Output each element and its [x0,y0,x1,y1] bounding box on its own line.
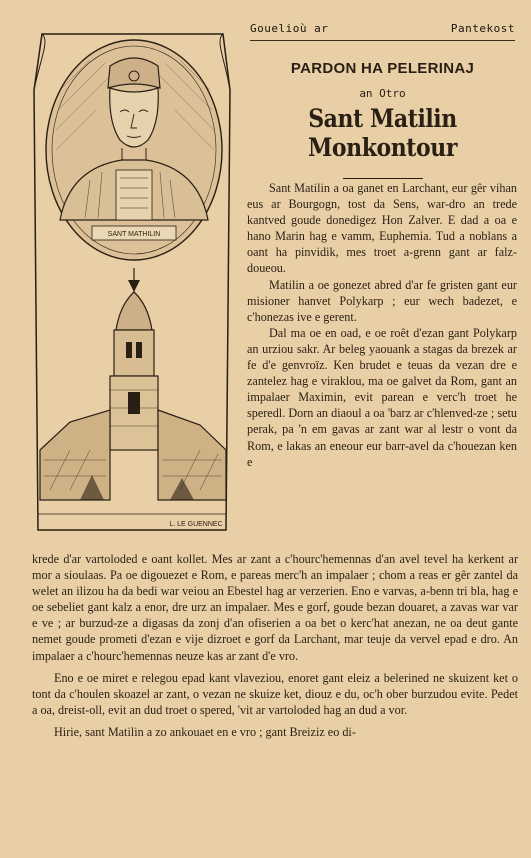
paragraph: krede d'ar vartoloded e oant kollet. Mes ar zant a c'hourc'hemennas d'an avel tevel ha kerkent ar mor a sioulaas. Pa oe digouezet e Rom, e pareas merc'h an impalaer ; chom a reas er gêr zantel da welet an ilizou ha da bedi war veiou an Ebestel hag ar verzerien. Eno e varvas, a-benn tri bla, hag e oe sebeliet gant kalz a enor, dre urz an impalaer. Mes e gorf, goude bezan douaret, a zavas war var e ve ; ar burzud-ze a digasas da zonj d'an ofiserien a oa bet o kerc'hat anezan, ne oa deut gante nemet goude prometi d'ezan e vije dizroet e gorf da Larchant, mar teuje da vervel epad e dro. An impalaer a c'hourc'hemennas neuze kas ar zant d'e vro. [32,552,518,663]
saint-name-title: Sant Matilin Monkontour [308,104,457,162]
running-head-left: Gouelioù ar [250,22,329,35]
plaque-label: SANT MATHILIN [107,231,161,238]
running-head [250,22,515,35]
running-head-right: Pantekost [450,22,515,35]
paragraph: Hirie, sant Matilin a zo ankouaet en e vro ; gant Breiziz eo di- [54,724,356,739]
paragraph: Sant Matilin a oa ganet en Larchant, eur gêr vihan eus ar Bourgogn, tost da Sens, war-dro an trede kantved goude donedigez Hon Zalver. E dad a oa e hano Marin hag e vamm, Euphemia. Tud a noblans a oant ha pinvidik, mes troet a-grenn gant ar falz-doueou. [247,181,517,276]
artist-signature: L. LE GUENNEC [169,521,223,528]
title-block [245,60,520,179]
paragraph: Dal ma oe en oad, e oe roêt d'ezan gant Polykarp an urziou sakr. Ar beleg yaouank a stagas da brezek ar fe d'e genvroïz. Ken brudet e teuas da vezan dre e zantelez hag e viraklou, ma oe galvet da Rom, gant an impalaer Maximin, evit parean e verc'h troet he speredl. Dorn an diaoul a oa 'barz ar c'hlenved-ze ; setu perak, pa 'n em gavas ar zant war al lestr o vont da Rom, e lakas an eneour eur barr-avel da c'houezan ken e [247,325,517,469]
title-divider [343,178,423,179]
column-text [247,180,517,470]
saint-and-church-illustration [30,30,235,550]
paragraph: Matilin a oe gonezet abred d'ar fe gristen gant eur misioner hanvet Polykarp ; eur wech badezet, e c'honezas ive e gerent. [247,277,517,324]
full-width-text [32,551,518,740]
church-drawing [38,268,226,514]
article-subheading: an Otro [359,87,406,100]
header-rule [250,40,515,41]
article-heading: PARDON HA PELERINAJ [290,60,475,77]
paragraph: Eno e oe miret e relegou epad kant vlaveziou, enoret gant eleiz a belerined ne skuizent ket o tont da c'houlen skoazel ar zant, o vezan ne skuize ket, diouz e du, oc'h ober burzudou evite. Pedet a oa, dreist-oll, evit an dud troet o spered, 'vit ar vartoloded hag an dud a vor. [32,670,518,717]
